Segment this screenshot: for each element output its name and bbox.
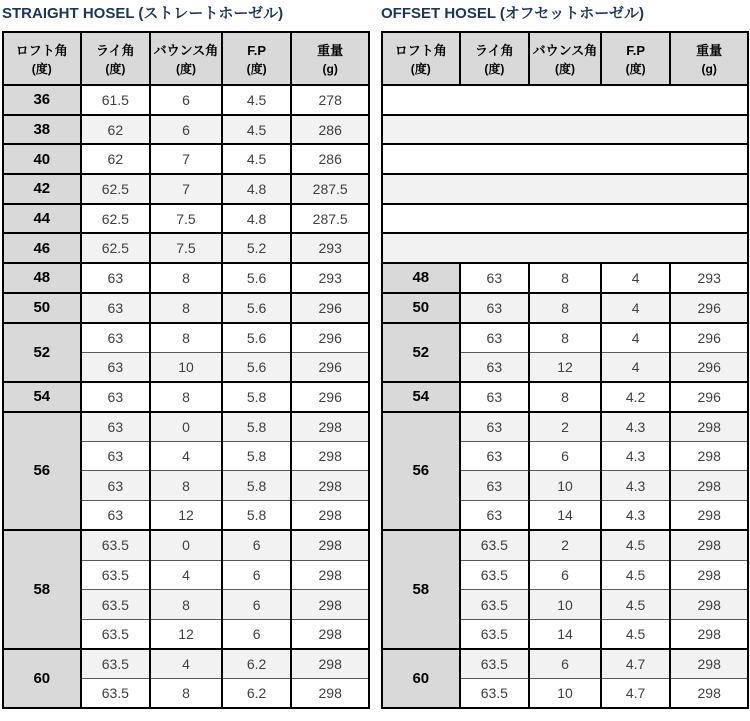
value-cell: 63 — [81, 293, 151, 323]
loft-cell: 56 — [3, 412, 81, 531]
straight-hosel-section — [2, 2, 370, 709]
column-unit: (度) — [410, 61, 431, 76]
value-cell: 8 — [529, 323, 601, 353]
column-label: ライ角 — [96, 42, 135, 58]
value-cell: 4.5 — [601, 560, 671, 590]
value-cell: 5.2 — [222, 233, 292, 263]
value-cell: 298 — [670, 441, 748, 471]
value-cell: 5.6 — [222, 352, 292, 382]
column-label: バウンス角 — [532, 42, 598, 58]
value-cell: 63 — [81, 382, 151, 412]
loft-cell: 44 — [3, 204, 81, 234]
value-cell: 4.8 — [222, 174, 292, 204]
value-cell: 63.5 — [460, 530, 530, 560]
value-cell: 63 — [81, 412, 151, 442]
value-cell: 10 — [529, 679, 601, 709]
value-cell: 4.3 — [601, 412, 671, 442]
value-cell: 62 — [81, 115, 151, 145]
value-cell: 6.2 — [222, 679, 292, 709]
value-cell: 10 — [529, 471, 601, 501]
straight-hosel-table — [2, 31, 370, 709]
value-cell: 5.6 — [222, 263, 292, 293]
offset-hosel-title: OFFSET HOSEL (オフセットホーゼル) — [381, 5, 644, 22]
table-row — [382, 323, 748, 353]
value-cell: 7.5 — [150, 233, 222, 263]
table-row — [382, 649, 748, 679]
value-cell: 63 — [81, 352, 151, 382]
loft-cell: 60 — [3, 649, 81, 708]
empty-row — [382, 115, 748, 145]
column-label: F.P — [626, 42, 645, 58]
value-cell: 63 — [460, 501, 530, 531]
value-cell: 14 — [529, 501, 601, 531]
value-cell: 298 — [291, 530, 369, 560]
empty-row — [382, 144, 748, 174]
offset-hosel-section — [381, 2, 749, 709]
value-cell: 4.2 — [601, 382, 671, 412]
value-cell: 63 — [460, 441, 530, 471]
value-cell: 4 — [601, 293, 671, 323]
empty-row-cell — [382, 85, 748, 115]
table-row — [3, 323, 369, 353]
table-row — [3, 263, 369, 293]
value-cell: 63 — [460, 293, 530, 323]
value-cell: 6 — [529, 441, 601, 471]
value-cell: 298 — [291, 679, 369, 709]
value-cell: 12 — [529, 352, 601, 382]
loft-cell: 54 — [3, 382, 81, 412]
empty-row-cell — [382, 174, 748, 204]
header-row — [382, 32, 748, 85]
value-cell: 4 — [150, 560, 222, 590]
empty-row-cell — [382, 115, 748, 145]
value-cell: 5.8 — [222, 382, 292, 412]
column-label: ロフト角 — [15, 42, 68, 58]
value-cell: 63.5 — [81, 530, 151, 560]
value-cell: 298 — [670, 619, 748, 649]
value-cell: 298 — [670, 530, 748, 560]
column-header-0 — [3, 32, 81, 85]
value-cell: 7 — [150, 174, 222, 204]
value-cell: 296 — [670, 293, 748, 323]
value-cell: 63.5 — [81, 560, 151, 590]
value-cell: 8 — [529, 293, 601, 323]
value-cell: 5.6 — [222, 293, 292, 323]
value-cell: 63.5 — [460, 590, 530, 620]
value-cell: 4 — [601, 263, 671, 293]
value-cell: 62.5 — [81, 174, 151, 204]
value-cell: 14 — [529, 619, 601, 649]
loft-cell: 52 — [382, 323, 460, 382]
value-cell: 8 — [150, 679, 222, 709]
column-unit: (度) — [31, 61, 52, 76]
value-cell: 4 — [601, 352, 671, 382]
loft-cell: 60 — [382, 649, 460, 708]
table-row — [3, 233, 369, 263]
value-cell: 6 — [222, 530, 292, 560]
column-header-0 — [382, 32, 460, 85]
value-cell: 296 — [291, 352, 369, 382]
value-cell: 4.7 — [601, 679, 671, 709]
value-cell: 4.5 — [601, 530, 671, 560]
value-cell: 63.5 — [460, 560, 530, 590]
value-cell: 296 — [670, 352, 748, 382]
value-cell: 298 — [670, 412, 748, 442]
value-cell: 4.3 — [601, 441, 671, 471]
value-cell: 63.5 — [460, 649, 530, 679]
table-row — [382, 530, 748, 560]
value-cell: 10 — [150, 352, 222, 382]
value-cell: 8 — [150, 471, 222, 501]
column-label: F.P — [247, 42, 266, 58]
value-cell: 298 — [670, 471, 748, 501]
loft-cell: 48 — [382, 263, 460, 293]
column-unit: (度) — [246, 61, 267, 76]
value-cell: 298 — [670, 649, 748, 679]
loft-cell: 58 — [3, 530, 81, 649]
column-header-3 — [222, 32, 292, 85]
value-cell: 298 — [291, 590, 369, 620]
column-unit: (度) — [175, 61, 196, 76]
table-row — [3, 174, 369, 204]
column-unit: (度) — [105, 61, 126, 76]
value-cell: 6 — [529, 560, 601, 590]
value-cell: 63.5 — [460, 619, 530, 649]
value-cell: 61.5 — [81, 85, 151, 115]
loft-cell: 58 — [382, 530, 460, 649]
column-header-2 — [150, 32, 222, 85]
empty-row — [382, 85, 748, 115]
value-cell: 298 — [670, 501, 748, 531]
straight-hosel-grid — [2, 31, 370, 709]
table-row — [3, 85, 369, 115]
value-cell: 4.5 — [222, 85, 292, 115]
column-label: 重量 — [696, 42, 723, 58]
value-cell: 296 — [670, 382, 748, 412]
value-cell: 8 — [150, 323, 222, 353]
value-cell: 296 — [291, 293, 369, 323]
value-cell: 2 — [529, 412, 601, 442]
table-row — [3, 293, 369, 323]
value-cell: 4 — [150, 441, 222, 471]
value-cell: 63 — [460, 471, 530, 501]
value-cell: 63 — [81, 471, 151, 501]
value-cell: 298 — [291, 412, 369, 442]
value-cell: 63 — [460, 323, 530, 353]
value-cell: 286 — [291, 115, 369, 145]
value-cell: 8 — [150, 293, 222, 323]
column-label: 重量 — [317, 42, 344, 58]
value-cell: 8 — [529, 263, 601, 293]
table-row — [3, 412, 369, 442]
value-cell: 4 — [601, 323, 671, 353]
column-label: ロフト角 — [394, 42, 447, 58]
value-cell: 4.7 — [601, 649, 671, 679]
value-cell: 4.5 — [601, 590, 671, 620]
value-cell: 293 — [291, 233, 369, 263]
value-cell: 63 — [460, 352, 530, 382]
value-cell: 296 — [291, 323, 369, 353]
value-cell: 8 — [150, 590, 222, 620]
table-row — [382, 412, 748, 442]
value-cell: 63 — [81, 323, 151, 353]
value-cell: 7.5 — [150, 204, 222, 234]
value-cell: 4 — [150, 649, 222, 679]
loft-cell: 48 — [3, 263, 81, 293]
value-cell: 63 — [81, 501, 151, 531]
value-cell: 278 — [291, 85, 369, 115]
value-cell: 0 — [150, 530, 222, 560]
value-cell: 298 — [291, 441, 369, 471]
value-cell: 5.8 — [222, 441, 292, 471]
value-cell: 5.8 — [222, 471, 292, 501]
value-cell: 6 — [222, 590, 292, 620]
value-cell: 7 — [150, 144, 222, 174]
value-cell: 298 — [291, 471, 369, 501]
column-unit: (度) — [625, 61, 646, 76]
value-cell: 6 — [150, 85, 222, 115]
column-header-3 — [601, 32, 671, 85]
table-row — [3, 649, 369, 679]
offset-hosel-grid — [381, 31, 749, 709]
empty-row — [382, 204, 748, 234]
value-cell: 6 — [529, 649, 601, 679]
table-row — [3, 115, 369, 145]
loft-cell: 46 — [3, 233, 81, 263]
value-cell: 4.3 — [601, 471, 671, 501]
value-cell: 293 — [291, 263, 369, 293]
column-label: バウンス角 — [153, 42, 219, 58]
value-cell: 63 — [460, 263, 530, 293]
value-cell: 5.8 — [222, 501, 292, 531]
value-cell: 298 — [291, 560, 369, 590]
column-unit: (g) — [701, 61, 717, 76]
value-cell: 287.5 — [291, 204, 369, 234]
loft-cell: 40 — [3, 144, 81, 174]
value-cell: 4.5 — [601, 619, 671, 649]
column-unit: (度) — [554, 61, 575, 76]
value-cell: 63 — [460, 382, 530, 412]
value-cell: 12 — [150, 501, 222, 531]
value-cell: 2 — [529, 530, 601, 560]
value-cell: 63.5 — [81, 619, 151, 649]
straight-hosel-title: STRAIGHT HOSEL (ストレートホーゼル) — [2, 5, 284, 22]
value-cell: 4.5 — [222, 115, 292, 145]
value-cell: 63 — [81, 263, 151, 293]
table-row — [3, 382, 369, 412]
value-cell: 4.3 — [601, 501, 671, 531]
value-cell: 293 — [670, 263, 748, 293]
column-header-1 — [81, 32, 151, 85]
empty-row-cell — [382, 144, 748, 174]
value-cell: 62.5 — [81, 204, 151, 234]
value-cell: 0 — [150, 412, 222, 442]
header-row — [3, 32, 369, 85]
empty-row — [382, 233, 748, 263]
column-header-1 — [460, 32, 530, 85]
value-cell: 4.5 — [222, 144, 292, 174]
value-cell: 63 — [81, 441, 151, 471]
value-cell: 298 — [670, 679, 748, 709]
value-cell: 298 — [670, 590, 748, 620]
table-row — [3, 530, 369, 560]
column-header-4 — [291, 32, 369, 85]
value-cell: 298 — [670, 560, 748, 590]
value-cell: 6 — [222, 619, 292, 649]
table-row — [382, 382, 748, 412]
value-cell: 63.5 — [81, 679, 151, 709]
value-cell: 6 — [150, 115, 222, 145]
value-cell: 62.5 — [81, 233, 151, 263]
value-cell: 63 — [460, 412, 530, 442]
value-cell: 8 — [150, 263, 222, 293]
value-cell: 5.8 — [222, 412, 292, 442]
loft-cell: 42 — [3, 174, 81, 204]
value-cell: 298 — [291, 619, 369, 649]
value-cell: 8 — [150, 382, 222, 412]
value-cell: 298 — [291, 649, 369, 679]
value-cell: 63.5 — [460, 679, 530, 709]
value-cell: 5.6 — [222, 323, 292, 353]
value-cell: 12 — [150, 619, 222, 649]
loft-cell: 56 — [382, 412, 460, 531]
value-cell: 62 — [81, 144, 151, 174]
column-header-2 — [529, 32, 601, 85]
empty-row — [382, 174, 748, 204]
loft-cell: 50 — [3, 293, 81, 323]
column-label: ライ角 — [475, 42, 514, 58]
value-cell: 286 — [291, 144, 369, 174]
table-row — [3, 144, 369, 174]
value-cell: 296 — [291, 382, 369, 412]
value-cell: 6 — [222, 560, 292, 590]
value-cell: 63.5 — [81, 649, 151, 679]
value-cell: 298 — [291, 501, 369, 531]
loft-cell: 50 — [382, 293, 460, 323]
offset-hosel-table — [381, 31, 749, 709]
loft-cell: 38 — [3, 115, 81, 145]
loft-cell: 54 — [382, 382, 460, 412]
table-row — [382, 293, 748, 323]
column-unit: (度) — [484, 61, 505, 76]
value-cell: 10 — [529, 590, 601, 620]
table-row — [3, 204, 369, 234]
value-cell: 287.5 — [291, 174, 369, 204]
table-row — [382, 263, 748, 293]
loft-cell: 36 — [3, 85, 81, 115]
empty-row-cell — [382, 233, 748, 263]
column-unit: (g) — [322, 61, 338, 76]
loft-cell: 52 — [3, 323, 81, 382]
value-cell: 4.8 — [222, 204, 292, 234]
column-header-4 — [670, 32, 748, 85]
empty-row-cell — [382, 204, 748, 234]
value-cell: 296 — [670, 323, 748, 353]
value-cell: 6.2 — [222, 649, 292, 679]
value-cell: 63.5 — [81, 590, 151, 620]
value-cell: 8 — [529, 382, 601, 412]
